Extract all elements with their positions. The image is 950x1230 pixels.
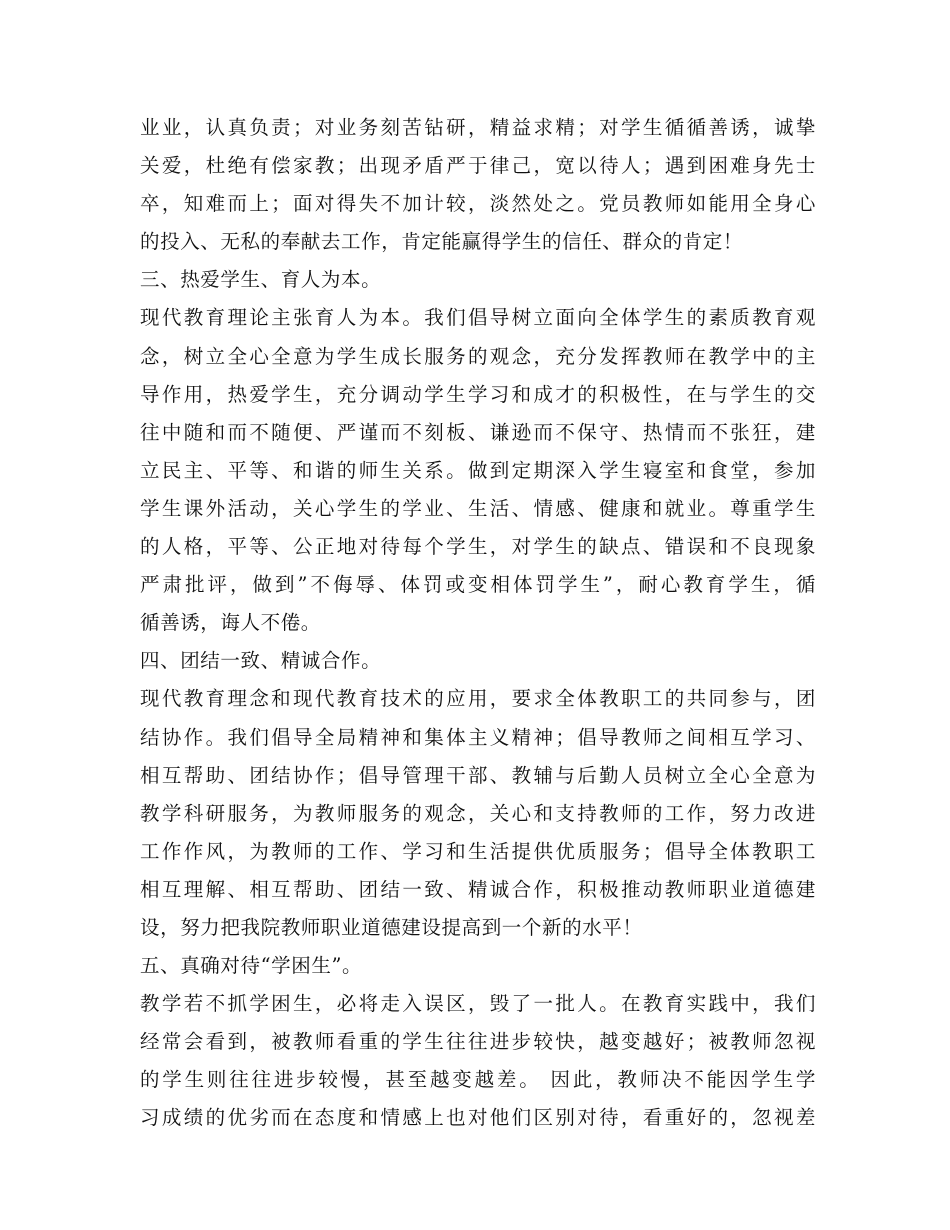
text-line: 关爱，杜绝有偿家教；出现矛盾严于律己，宽以待人；遇到困难身先士: [140, 154, 816, 178]
text-line: 卒，知难而上；面对得失不加计较，淡然处之。党员教师如能用全身心: [140, 192, 816, 216]
text-line: 现代教育理念和现代教育技术的应用，要求全体教职工的共同参与，团: [140, 687, 816, 711]
section-heading: 五、真确对待“学困生”。: [140, 954, 363, 978]
section-heading: 三、热爱学生、育人为本。: [140, 268, 382, 292]
text-line: 严肃批评，做到”不侮辱、体罚或变相体罚学生”，耐心教育学生，循: [140, 573, 816, 597]
section-heading: 四、团结一致、精诚合作。: [140, 649, 382, 673]
text-line: 立民主、平等、和谐的师生关系。做到定期深入学生寝室和食堂，参加: [140, 458, 816, 482]
text-line: 念，树立全心全意为学生成长服务的观念，充分发挥教师在教学中的主: [140, 344, 816, 368]
text-line: 的学生则往往进步较慢，甚至越变越差。 因此，教师决不能因学生学: [140, 1068, 816, 1092]
text-line: 的投入、无私的奉献去工作，肯定能赢得学生的信任、群众的肯定！: [140, 230, 744, 254]
text-line: 的人格，平等、公正地对待每个学生，对学生的缺点、错误和不良现象: [140, 535, 816, 559]
text-line: 业业，认真负责；对业务刻苦钻研，精益求精；对学生循循善诱，诚挚: [140, 116, 816, 139]
text-line: 循善诱，诲人不倦。: [140, 611, 321, 635]
text-line: 教学科研服务，为教师服务的观念，关心和支持教师的工作，努力改进: [140, 801, 816, 825]
text-line: 教学若不抓学困生，必将走入误区，毁了一批人。在教育实践中，我们: [140, 992, 816, 1016]
document-body: [140, 109, 816, 1138]
text-line: 现代教育理论主张育人为本。我们倡导树立面向全体学生的素质教育观: [140, 306, 816, 330]
text-line: 相互理解、相互帮助、团结一致、精诚合作，积极推动教师职业道德建: [140, 877, 816, 901]
text-line: 相互帮助、团结协作；倡导管理干部、教辅与后勤人员树立全心全意为: [140, 763, 816, 787]
text-line: 学生课外活动，关心学生的学业、生活、情感、健康和就业。尊重学生: [140, 496, 816, 520]
text-line: 往中随和而不随便、严谨而不刻板、谦逊而不保守、热情而不张狂，建: [140, 420, 816, 444]
text-line: 工作作风，为教师的工作、学习和生活提供优质服务；倡导全体教职工: [140, 839, 816, 863]
text-line: 习成绩的优劣而在态度和情感上也对他们区别对待，看重好的，忽视差: [140, 1106, 816, 1130]
text-line: 经常会看到，被教师看重的学生往往进步较快，越变越好；被教师忽视: [140, 1030, 816, 1054]
text-line: 结协作。我们倡导全局精神和集体主义精神；倡导教师之间相互学习、: [140, 725, 816, 749]
text-line: 设，努力把我院教师职业道德建设提高到一个新的水平！: [140, 915, 643, 939]
text-line: 导作用，热爱学生，充分调动学生学习和成才的积极性，在与学生的交: [140, 382, 816, 406]
